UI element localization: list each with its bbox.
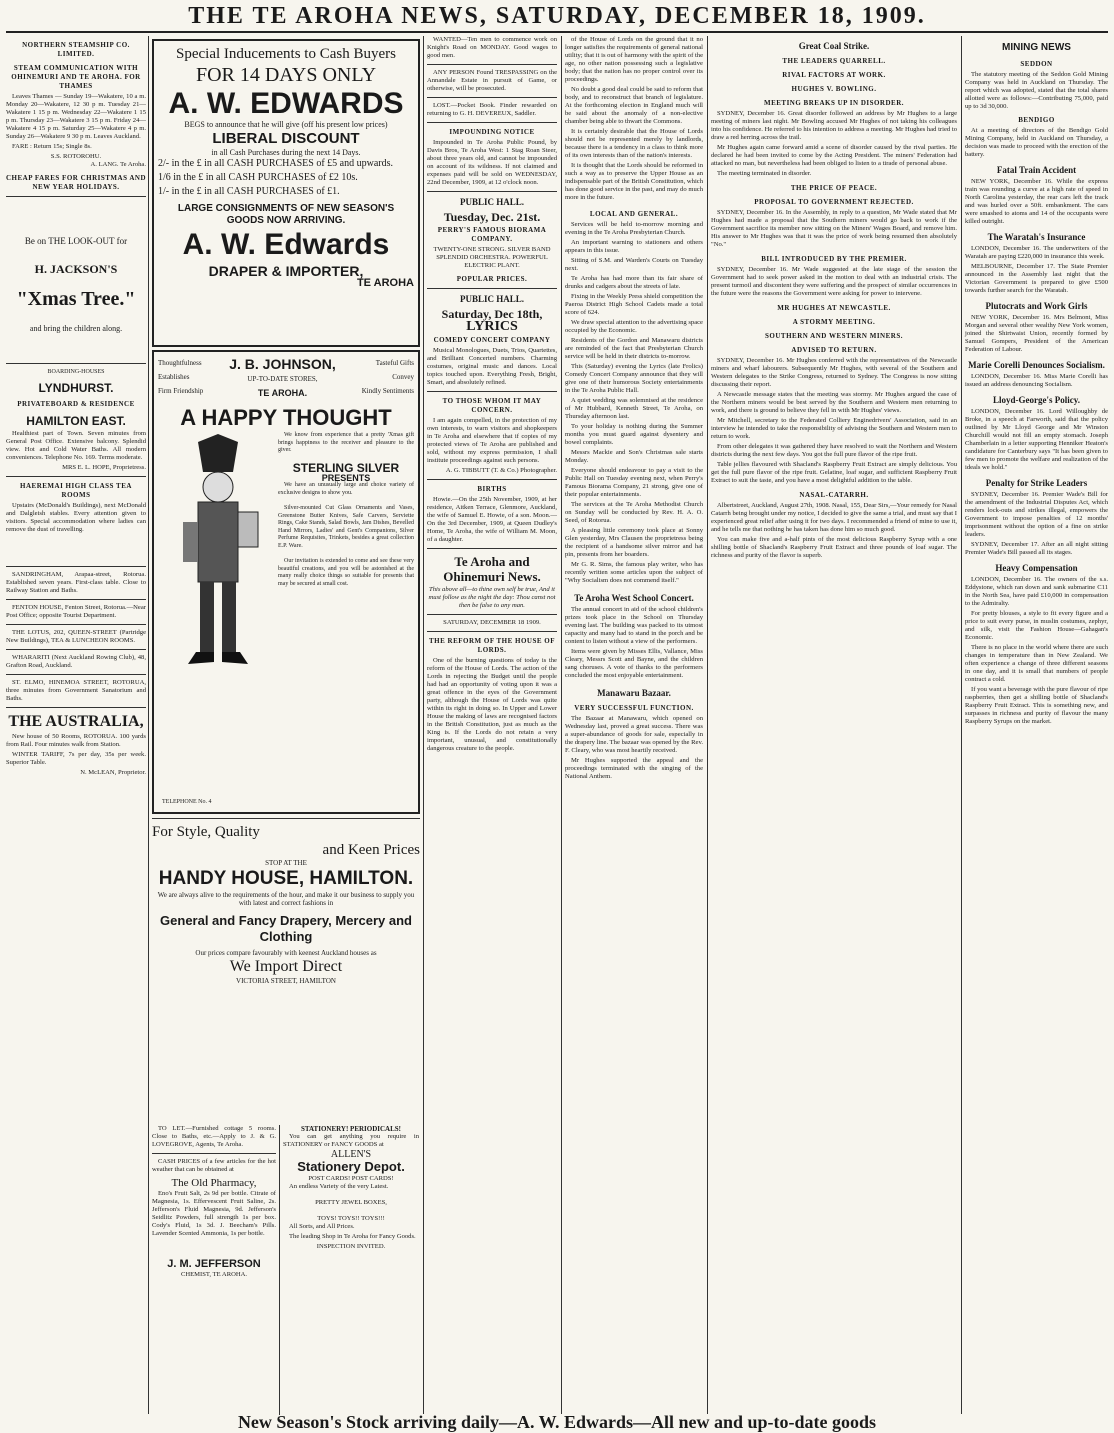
presents-label: PRESENTS [321,472,371,483]
divider [427,191,557,192]
sterling-silver: STERLING SILVER [292,460,400,475]
handy-house: HANDY HOUSE, HAMILTON. [158,868,414,889]
southern-western: SOUTHERN AND WESTERN MINERS. [765,332,903,340]
convey-label: Convey [392,373,414,381]
divider [427,391,557,392]
chemist-label: CHEMIST, TE AROHA. [180,1271,248,1278]
leaders-quarrel: THE LEADERS QUARRELL. [782,57,886,65]
manawaru-bazaar-heading: Manawaru Bazaar. [597,688,671,698]
perrys-company: PERRY'S FAMOUS BIORAMA COMPANY. [437,226,547,243]
stop-at: STOP AT THE [265,859,307,867]
advised-return: ADVISED TO RETURN. [791,346,877,354]
allens-name: ALLEN'S [330,1149,372,1160]
lyndhurst-subtitle: PRIVATEBOARD & RESIDENCE [17,400,135,408]
haeremai-heading: HAEREMAI HIGH CLASS TEA ROOMS [20,482,132,499]
happy-thought: A HAPPY THOUGHT [180,405,392,430]
divider [427,97,557,98]
bendigo-heading: BENDIGO [1018,116,1055,124]
column-rule [707,36,708,1414]
hope-name: MRS E. L. HOPE, Proprietress. [62,464,146,471]
thoughtfulness-label: Thoughtfulness [158,359,202,367]
jewel-boxes: PRETTY JEWEL BOXES, [315,1199,387,1206]
saturday-date: Saturday, Dec 18th, [441,307,543,321]
hughes-bowling: HUGHES V. BOWLING. [791,85,877,93]
xmas-sale: Messrs Mackie and Son's Christmas sale starts Monday. [565,449,703,464]
lost-notice: LOST.—Pocket Book. Finder rewarded on returning to G. H. DEVEREUX, Saddler. [427,102,557,117]
coal-strike-heading: Great Coal Strike. [798,41,870,51]
mining-news-heading: MINING NEWS [1002,42,1071,53]
stationery-heading: STATIONERY! PERIODICALS! [300,1125,402,1133]
divider [427,631,557,632]
lotus-ad: THE LOTUS, 202, QUEEN-STREET (Partridge New Buildings), TEA & LUNCHEON ROOMS. [6,629,146,644]
prices-text: Our prices compare favourably with keenest Auckland houses as [195,949,377,957]
popular-prices: POPULAR PRICES. [456,275,528,283]
divider [6,566,146,567]
meeting-breaks: MEETING BREAKS UP IN DISORDER. [763,99,905,107]
sailings-list: Leaves Thames — Sunday 19—Wakatere, 10 a m. Monday 20—Wakatere, 12 30 p m. Tuesday 21—Wakatere 1 15 p m. Wednesday 22—Wakatere 1 15 p m. Thursday 23—Wakatere 3 15 p m. Friday 24—Wakatere 4 15 p m. Saturday 25—Wakatere 4 p m. Sunday 26—Wakatere 9 30 p m. Leaves Auckland. [6,93,146,140]
splendid-orchestra: SPLENDID ORCHESTRA. POWERFUL ELECTRIC PLANT. [436,254,548,269]
public-hall-heading: PUBLIC HALL. [459,197,524,207]
silver-text: Silver-mounted Cut Glass Ornaments and Vases, Greenstone Butter Knives, Safe Carvers, Serviette Rings, Cake Stands, Salad Bowls, Jam Dishes, Bevelled Hand Mirrors, Ladies' and Gent's Companions, Silver Perfume Requisites, Trinkets, besides a great collection E.P. Ware. [278,505,414,549]
edwards-ad [152,39,420,347]
sandringham-ad: SANDRINGHAM, Arapaa-street, Rotorua. Established seven years. First-class table. Close to Railway Station and Baths. [6,571,146,594]
establishes-label: Establishes [158,373,190,381]
divider [6,599,146,600]
twentyone-strong: TWENTY-ONE STRONG. SILVER BAND [433,246,551,253]
fenton-ad: FENTON HOUSE, Fenton Street, Rotorua.—Near Post Office; opposite Tourist Department. [6,604,146,619]
boarding-heading: BOARDING-HOUSES [47,369,105,375]
agent-name: A. LANG. Te Aroha. [90,161,146,168]
divider [6,196,146,197]
rotorohu-note: S.S. ROTOROHU. [50,153,102,160]
winter-tariff: WINTER TARIFF, 7s per day, 35s per week. Superior Table. [6,751,146,766]
seddon-heading: SEDDON [1020,60,1053,68]
firm-label: Firm Friendship [158,387,204,395]
tasteful-label: Tasteful Gifts [375,359,414,367]
lyndhurst-title: LYNDHURST. [38,381,114,395]
hamilton-text: Healthiest part of Town. Seven minutes from General Post Office. Extensive balcony. Splendid view. Hot and Cold Water Baths. All modern conveniences. Telephone No. 169. Terms moderate. [6,430,146,461]
bill-introduced: BILL INTRODUCED BY THE PREMIER. [761,255,907,263]
johnson-ad: Thoughtfulness Establishes Firm Friendship J. B. JOHNSON, UP-TO-DATE STORES, TE AROHA. Tasteful Gifts Convey Kindly Sentiments A HAPPY THOUGHT We know from experience that a pretty 'Xmas gift brings happiness to the receiver and pleasure to the giver. STERLING SILVER PRESENTS We have an unusually large and choice variety of exclusive designs to show you. Silver-mounted Cut Glass Ornaments and Vases, Greenstone Butter Knives, Safe Carvers, Serviette Rings, Cake Stands, Salad Bowls, Jam Dishes, Bevelled Hand Mirrors, Ladies' and Gent's Companions, Silver Perfume Requisites, Trinkets, besides a great collection E.P. Ware. Our invitation is extended to come and see these very beautiful creations, and you will be astonished at the many really choice things so suitable for presents that may be secured at small cost. TELEPHONE No. 4 [152,350,420,814]
edwards-name: A. W. EDWARDS [168,87,404,120]
price-of-peace: THE PRICE OF PEACE. [790,184,878,192]
stelmo-ad: ST. ELMO, HINEMOA STREET, ROTORUA, three minutes from Government Sanatorium and Baths. [6,679,146,702]
telephone-label: TELEPHONE No. 4 [162,799,212,805]
divider [6,649,146,650]
heavy-compensation-heading: Heavy Compensation [995,563,1078,573]
divider [427,614,557,615]
fare-note: FARE : Return 15s; Single 8s. [12,143,92,150]
divider [152,1153,276,1154]
stationery-depot: Stationery Depot. [297,1159,405,1174]
old-pharmacy: The Old Pharmacy, [171,1177,257,1189]
cash-purchases: in all Cash Purchases during the next 14 Days. [211,148,361,157]
large-consignments: LARGE CONSIGNMENTS OF NEW SEASON'S GOODS NOW ARRIVING. [177,203,395,226]
special-inducements: Special Inducements to Cash Buyers [176,46,396,62]
draper-importer: DRAPER & IMPORTER, [208,263,364,279]
uptodate-label: UP-TO-DATE STORES, [247,375,318,383]
proposal-rejected: PROPOSAL TO GOVERNMENT REJECTED. [754,198,914,206]
discount-2: 1/6 in the £ in all CASH PURCHASES of £2 10s. [158,172,358,183]
wanted-ad: WANTED—Ten men to commence work on Knight's Road on MONDAY. Good wages to good men. [427,36,557,59]
public-hall-heading-2: PUBLIC HALL. [459,294,524,304]
impounding-heading: IMPOUNDING NOTICE [449,128,535,136]
column-rule [423,36,424,1414]
divider [427,479,557,480]
column-2c: STATIONERY! PERIODICALS! You can get anything you require in STATIONERY or FANCY GOODS at ALLEN'S Stationery Depot. POST CARDS! POST CARDS! An endless Variety of the very Latest. PRETTY JEWEL BOXES, TOYS! TOYS!! TOYS!!! All Sorts, and All Prices. The leading Shop in Te Aroha for Fancy Goods. INSPECTION INVITED. [283,1125,419,1250]
nasal-catarrh: NASAL-CATARRH. [799,491,869,499]
rival-factors: RIVAL FACTORS AT WORK. [782,71,886,79]
jefferson-name: J. M. JEFFERSON [167,1258,261,1270]
steam-communication: STEAM COMMUNICATION WITH OHINEMURI AND TE AROHA. FOR THAMES [11,64,141,90]
issue-date: SATURDAY, DECEMBER 18 1909. [443,619,541,626]
lyrics-heading: LYRICS [466,319,518,334]
column-rule [148,36,149,1414]
column-4: of the House of Lords on the ground that it no longer satisfies the requirements of general national utility; that it is out of harmony with the spirit of the age, no other nation possessing such a legislative body; that the nation has no proper control over its proceedings. No doubt a good deal could be said to reform that body, and to reconstruct that branch of legislature. At the forthcoming election in England much will be said about the anomaly of a non-elective chamber being able to thwart the Commons. It is certainly desirable that the House of Lords should not be represented merely by landlords, because there is a tendency in a class to think more of its own interests than of the nation's interests. It is thought that the Lords should be reformed in such a way as to preserve the Upper House as an indispensable part of the British Constitution, which has done good service in the past, and may do much more in the future. LOCAL AND GENERAL. Services will be held to-morrow morning and evening in the Te Aroha Presbyterian Church. An important warning to stationers and others appears in this issue. Sitting of S.M. and Warden's Courts on Tuesday next. Te Aroha has had more than its fair share of drunks and cadgers about the streets of late. Fixing in the Weekly Press shield competition the Paeroa District High School Cadets made a total score of 624. We draw special attention to the advertising space occupied by the Economic. Residents of the Gordon and Manawaru districts are reminded of the fact that Presbyterian Church service will be held in their districts to-morrow. This (Saturday) evening the Lyrics (late Frolics) Comedy Concert Company announce that they will give one of their humorous Society entertainments in the Te Aroha Public Hall. A quiet wedding was solemnised at the residence of Mr Hubbard, Kenneth Street, Te Aroha, on Thursday afternoon last. To your holiday is nothing during the Summer months you must guard against dysentery and bowel complaints. Messrs Mackie and Son's Christmas sale starts Monday. Everyone should endeavour to pay a visit to the Public Hall on Tuesday evening next, when Perry's Famous Biorama Company, 21 strong, give one of their popular entertainments. The services at the Te Aroha Methodist Church on Sunday will be conducted by Rev. H. A. O. Seed, of Rotorua. A pleasing little ceremony took place at Sonny Glen yesterday, Mrs Clausen the proprietress being the recipient of a handsome silver mirror and hat pin, presents from her boarders. Mr G. R. Sims, the famous play writer, who has recently written some articles upon the subject of "Why Socialism does not commend itself." Te Aroha West School Concert. The annual concert in aid of the school children's prizes took place in the School on Thursday evening last. The building was packed to its utmost capacity and many had to stand in the porch and be content to listen without a view of the performers. Items were given by Misses Ellis, Vallance, Miss Cleary, Messrs Scott and Bayne, and the children sang choruses. A vote of thanks to the performers concluded the most enjoyable entertainment. Manawaru Bazaar. VERY SUCCESSFUL FUNCTION. The Bazaar at Manawaru, which opened on Wednesday last, proved a great success. There was a super-abundance of goods for sale, especially in the drapery line. The bazaar was opened by the Rev. F. Cleary, who was most heartily received. Mr Hughes supported the appeal and the proceedings terminated with the singing of the National Anthem. [565,36,703,780]
jackson-name: H. JACKSON'S [34,262,118,276]
divider [427,64,557,65]
general-drapery: General and Fancy Drapery, Mercery and Clothing [160,913,412,944]
reform-heading: THE REFORM OF THE HOUSE OF LORDS. [429,637,555,654]
australia-title: THE AUSTRALIA, [8,713,144,730]
divider [152,818,420,819]
australia-text: New house of 50 Rooms, ROTORUA. 100 yards from Rail. Four minutes walk from Station. [6,733,146,748]
inspection-invited: INSPECTION INVITED. [316,1243,386,1250]
trespass-notice: ANY PERSON Found TRESPASSING on the Annandale Estate in pursuit of Game, or otherwise, will be prosecuted. [427,69,557,92]
column-2 [152,36,420,985]
column-1: NORTHERN STEAMSHIP CO. LIMITED. STEAM COMMUNICATION WITH OHINEMURI AND TE AROHA. FOR THAMES Leaves Thames — Sunday 19—Wakatere, 10 a m. Monday 20—Wakatere, 12 30 p m. Tuesday 21—Wakatere 1 15 p m. Wednesday 22—Wakatere 1 15 p m. Thursday 23—Wakatere 3 15 p m. Friday 24—Wakatere 4 15 p m. Saturday 25—Wakatere 4 p m. Sunday 26—Wakatere 9 30 p m. Leaves Auckland. FARE : Return 15s; Single 8s. S.S. ROTOROHU. A. LANG. Te Aroha. CHEAP FARES FOR CHRISTMAS AND NEW YEAR HOLIDAYS. Be on THE LOOK-OUT for H. JACKSON'S "Xmas Tree." and bring the children along. BOARDING-HOUSES LYNDHURST. PRIVATEBOARD & RESIDENCE HAMILTON EAST. Healthiest part of Town. Seven minutes from General Post Office. Extensive balcony. Splendid view. Hot and Cold Water Baths. All modern conveniences. Telephone No. 169. Terms moderate. MRS E. L. HOPE, Proprietress. HAEREMAI HIGH CLASS TEA ROOMS Upstairs (McDonald's Buildings), next McDonald and Dalgleish stables. Every attention given to visitors. Special accommodation where ladies can remove the dust of travelling. SANDRINGHAM, Arapaa-street, Rotorua. Established seven years. First-class table. Close to Railway Station and Baths. FENTON HOUSE, Fenton Street, Rotorua.—Near Post Office; opposite Tourist Department. THE LOTUS, 202, QUEEN-STREET (Partridge New Buildings), TEA & LUNCHEON ROOMS. WHARARITI (Next Auckland Rowing Club), 48, Grafton Road, Auckland. ST. ELMO, HINEMOA STREET, ROTORUA, three minutes from Government Sanatorium and Baths. THE AUSTRALIA, New house of 50 Rooms, ROTORUA. 100 yards from Rail. Four minutes walk from Station. WINTER TARIFF, 7s per day, 35s per week. Superior Table. N. McLEAN, Proprietor. [6,41,146,776]
wharariti-ad: WHARARITI (Next Auckland Rowing Club), 48, Grafton Road, Auckland. [6,654,146,669]
hughes-newcastle: MR HUGHES AT NEWCASTLE. [777,304,891,312]
import-direct: We Import Direct [229,958,343,975]
keen-prices: and Keen Prices [322,842,420,858]
divider [427,548,557,549]
leading-shop: The leading Shop in Te Aroha for Fancy Goods. [289,1233,416,1240]
divider [6,674,146,675]
style-heading: For Style, Quality [152,824,260,840]
very-successful: VERY SUCCESSFUL FUNCTION. [574,704,694,712]
motto: This above all—to thine own self be true, And it must follow as the night the day: Thou canst not then be false to any man. [428,586,556,609]
jester-illustration [158,432,278,685]
edwards-name-2: A. W. Edwards [182,228,390,261]
tibbutt-sign: A. G. TIBBUTT (T. & Co.) Photographer. [445,467,557,474]
divider [6,707,146,708]
paper-name: Te Aroha and Ohinemuri News. [443,554,541,584]
victoria-street: VICTORIA STREET, HAMILTON [236,977,336,985]
begs-text: BEGS to announce that he will give (off his present low prices) [184,120,388,129]
divider [427,288,557,289]
steamship-heading: NORTHERN STEAMSHIP CO. LIMITED. [22,41,130,58]
xmas-tree-title: "Xmas Tree." [16,288,136,310]
column-rule [279,1125,280,1415]
comedy-company: COMEDY CONCERT COMPANY [433,336,551,344]
discount-1: 2/- in the £ in all CASH PURCHASES of £5 and upwards. [158,158,393,169]
waratah-heading: The Waratah's Insurance [987,232,1086,242]
cheap-fares-heading: CHEAP FARES FOR CHRISTMAS AND NEW YEAR HOLIDAYS. [6,174,146,191]
invitation-text: Our invitation is extended to come and see these very beautiful creations, and you will be astonished at the many really choice things so suitable for presents that may be secured at small cost. [278,558,414,587]
tuesday-date: Tuesday, Dec. 21st. [443,210,541,224]
masthead-rule [6,31,1108,33]
fourteen-days: FOR 14 DAYS ONLY [195,64,377,86]
edwards-town: TE AROHA [356,277,414,289]
column-2b: TO LET.—Furnished cottage 5 rooms. Close to Baths, etc.—Apply to J. & G. LOVEGROVE, Agents, Te Aroha. CASH PRICES of a few articles for the hot weather that can be obtained at The Old Pharmacy, Eno's Fruit Salt, 2s 9d per bottle. Citrate of Magnesia, 1s. Effervescent Fruit Saline, 2s. Jefferson's Fluid Magnesia, 9d. Jefferson's Seidlitz Powders, full strength 1s per box. Cody's Fluid, 1s 3d. J. Beecham's Pills. Lavender Scented Ammonia, 1s per bottle. J. M. JEFFERSON CHEMIST, TE AROHA. [152,1125,276,1278]
those-whom: TO THOSE WHOM IT MAY CONCERN. [442,397,542,414]
kindly-label: Kindly Sentiments [361,387,414,395]
discount-3: 1/- in the £ in all CASH PURCHASES of £1. [158,186,340,197]
column-6: MINING NEWS SEDDON The statutory meeting of the Seddon Gold Mining Company was held in Auckland on Thursday. The report which was adopted, stated that the total shares allotted were as follows:—Contributing 75,000, paid up to 3d 30,000. BENDIGO At a meeting of directors of the Bendigo Gold Mining Company, held in Auckland on Thursday, a decision was made to proceed with the erection of the battery. Fatal Train Accident NEW YORK, December 16. While the express train was rounding a curve at a high rate of speed in North Carolina yesterday, the rear cars left the track and was hurled over a 50ft. embankment. The cars were smashed to atoms and 14 of the occupants were killed outright. The Waratah's Insurance LONDON, December 16. The underwriters of the Waratah are paying £220,000 in insurance this week. MELBOURNE, December 17. The State Premier announced in the Assembly last night that the Victorian Government is prepared to give £500 towards further search for the Waratah. Plutocrats and Work Girls NEW YORK, December 16. Mrs Belmont, Miss Morgan and several other wealthy New York women, joined the Shirtwaist Union, recently formed by Samuel Gompers, President of the American Federation of Labour. Marie Corelli Denounces Socialism. LONDON, December 16. Miss Marie Corelli has issued an address denouncing Socialism. Lloyd-George's Policy. LONDON, December 16. Lord Willoughby de Broke, in a speech at Farworth, said that the policy outlined by Mr Lloyd George and Mr Winston Churchill would not fill an empty stomach. Joseph Chamberlain in a letter supporting Henniker Heaton's candidature for Canterbury says "It has been given to few men to promote the welfare and realization of the ideals we hold." Penalty for Strike Leaders SYDNEY, December 16. Premier Wade's Bill for the amendment of the Industrial Disputes Act, which renders lock-outs and strikes illegal, empowers the Government to impose penalties of 12 months' imprisonment without the option of a fine on strike leaders. SYDNEY, December 17. After an all night sitting Premier Wade's Bill passed all its stages. Heavy Compensation LONDON, December 16. The owners of the s.s. Eddystone, which ran down and sank submarine C11 in the North Sea, have paid £10,000 in compensation to the Admiralty. For pretty blouses, a style to fit every figure and a price to suit every purse, in muslin costumes, zephyr, and silk, visit the Fashion House—Gahagan's Economic. There is no place in the world where there are such changes in temperature than in New Zealand. We often experience a change of three different seasons in one day, and it is small that numbers of people contract a cold. If you want a beverage with the pure flavour of ripe raspberries, then get a shilling bottle of Shacland's Raspberry Fruit Extract. This is something new, and surpasses in richness and purity of flavour the many Raspberry Syrups on the market. [965,42,1108,725]
mclean-name: N. McLEAN, Proprietor. [80,769,146,776]
masthead-title: THE TE AROHA NEWS, SATURDAY, DECEMBER 18, 1909. [188,3,926,29]
children-text: and bring the children along. [29,324,123,333]
to-let-ad: TO LET.—Furnished cottage 5 rooms. Close to Baths, etc.—Apply to J. & G. LOVEGROVE, Agents, Te Aroha. [152,1125,276,1148]
divider [6,476,146,477]
penalty-heading: Penalty for Strike Leaders [985,478,1088,488]
liberal-discount: LIBERAL DISCOUNT [212,130,360,147]
lloyd-heading: Lloyd-George's Policy. [993,395,1080,405]
plutocrats-heading: Plutocrats and Work Girls [985,301,1088,311]
footer-banner: New Season's Stock arriving daily—A. W. Edwards—All new and up-to-date goods [237,1412,877,1432]
lookout-text: Be on THE LOOK-OUT for [24,236,128,246]
cash-prices: CASH PRICES of a few articles for the hot weather that can be obtained at [152,1158,276,1173]
school-concert-heading: Te Aroha West School Concert. [574,593,694,603]
fatal-train-heading: Fatal Train Accident [996,165,1077,175]
divider [427,122,557,123]
column-3: WANTED—Ten men to commence work on Knight's Road on MONDAY. Good wages to good men. ANY PERSON Found TRESPASSING on the Annandale Estate in pursuit of Game, or otherwise, will be prosecuted. LOST.—Pocket Book. Finder rewarded on returning to G. H. DEVEREUX, Saddler. IMPOUNDING NOTICE Impounded in Te Aroha Public Pound, by Davis Bros, Te Aroha West: 1 Stag Roan Steer, about three years old, and cannot be impounded on account of its wildness. If not claimed and expenses paid will be sold on WEDNESDAY, 22nd December, 1909, at 12 o'clock noon. PUBLIC HALL. Tuesday, Dec. 21st. PERRY'S FAMOUS BIORAMA COMPANY. TWENTY-ONE STRONG. SILVER BAND SPLENDID ORCHESTRA. POWERFUL ELECTRIC PLANT. POPULAR PRICES. PUBLIC HALL. Saturday, Dec 18th, LYRICS COMEDY CONCERT COMPANY Musical Monologues, Duets, Trios, Quartettes, and Brilliant Concerted numbers. Charming costumes, original music and dances. Local topics touched upon. Everything Fresh, Bright, Smart, and absolutely refined. TO THOSE WHOM IT MAY CONCERN. I am again compelled, in the protection of my own interests, to warn visitors and shopkeepers in Te Aroha and elsewhere that if copies of my protected views of Te Aroha are published and sold, without my express permission, I shall institute proceedings against such persons. A. G. TIBBUTT (T. & Co.) Photographer. BIRTHS Howie.—On the 25th November, 1909, at her residence, Aitken Terrace, Glenmore, Auckland, the wife of Samuel E. Howie, of a son. Moon.—On the 3rd December, 1909, at Queen Dudley's Home, Te Aroha, the wife of William M. Moon, of a daughter. Te Aroha and Ohinemuri News. This above all—to thine own self be true, And it must follow as the night the day: Thou canst not then be false to any man. SATURDAY, DECEMBER 18 1909. THE REFORM OF THE HOUSE OF LORDS. One of the burning questions of today is the reform of the House of Lords. The action of the Lords in rejecting the Budget until the people had had an opportunity of voting upon it was a great offence in the eyes of the Government party, although the House of Lords was quite within its right in doing so. In Upper and Lower House the making of laws are recognised factors in the British Constitution, just as much as the King is. If the Lords do not retain a very important, unusual, and constitutionally dangerous creature to the people. [427,36,557,752]
births-heading: BIRTHS [477,485,507,493]
column-5: Great Coal Strike. THE LEADERS QUARRELL. RIVAL FACTORS AT WORK. HUGHES V. BOWLING. MEETING BREAKS UP IN DISORDER. SYDNEY, December 16. Great disorder followed an address by Mr Hughes to a large meeting of miners last night. Mr Bowling accused Mr Hughes of not taking his colleagues into his confidence. He referred to his intention to address a meeting. Mr Hughes had tried to draw a red herring across the trail. Mr Hughes again came forward amid a scene of disorder caused by the rival parties. He declared he had been invited to come by the Acting President. The miners' Federation had attacked no man, but nevertheless had been obliged to listen to a tirade of personal abuse. The meeting terminated in disorder. THE PRICE OF PEACE. PROPOSAL TO GOVERNMENT REJECTED. SYDNEY, December 16. In the Assembly, in reply to a question, Mr Wade stated that Mr Hughes had made a proposal that the Southern miners would go back to work if the Government sacrifice its member now sitting on the Miners' Wages Board, and remove him. His answer to Mr Hughes was that it was the price of work being resumed then absolutely "No." BILL INTRODUCED BY THE PREMIER. SYDNEY, December 16. Mr Wade suggested at the late stage of the session the Government had to seek power asked in the motion to deal with an industrial crisis. The present turmoil and discontent they were suffering and the prospect of similar occurrences in the future were the reasons the Government were asking for power to intervene. MR HUGHES AT NEWCASTLE. A STORMY MEETING. SOUTHERN AND WESTERN MINERS. ADVISED TO RETURN. SYDNEY, December 16. Mr Hughes conferred with the representatives of the Newcastle miners and wharf labourers. Subsequently Mr Hughes, with several of the Southern and Western delegates to the Strike Congress, returned to Sydney. The Congress is now sitting discussing their report. A Newcastle message states that the meeting was stormy. Mr Hughes argued the case of the Northern miners would be best served by the Southern and Western men returning to work, and there is ground to believe they fell in with Mr Hughes' views. Mr Mitchell, secretary to the Federated Colliery Enginedrivers' Association, said in an interview he intended to take the responsibility of advising the Southern and Western men to return to work. From other delegates it was gathered they have resolved to wait the Northern and Western districts during the next few days. You got the full pure flavor of the ripe fruit. Table jellies flavoured with Shacland's Raspberry Fruit Extract are simply delicious. You get the full pure flavor of the ripe fruit. Gelatine, loaf sugar, and sufficient Raspberry Fruit Extract to suit the taste, and you have a most delightful addition to the table. NASAL-CATARRH. Albertstreet, Auckland, August 27th, 1908. Nasal, 155, Dear Sirs,—Your remedy for Nasal Catarrh being brought under my notice, I decided to give the same a trial, and must say that I experienced great relief after using it for two days. I recommended a friend of mine to use it, and he tells me that nothing he has taken has done him so much good. You can make five and a-half pints of the most delicious Raspberry Syrup with a one shilling bottle of Shacland's Raspberry Fruit Extract and three pounds of loaf sugar. The richness and purity of the flavor is superb. [711,41,957,559]
divider [6,624,146,625]
johnson-town: TE AROHA. [257,388,308,398]
hamilton-east-title: HAMILTON EAST. [26,414,126,428]
column-rule [961,36,962,1414]
toys-heading: TOYS! TOYS!! TOYS!!! [317,1215,385,1222]
post-cards: POST CARDS! POST CARDS! [308,1175,394,1182]
stormy-meeting: A STORMY MEETING. [792,318,876,326]
always-text: We are always alive to the requirements of the hour, and make it our business to supply you with latest and correct fashions in [157,891,415,907]
johnson-name: J. B. JOHNSON, [229,356,336,372]
local-general-heading: LOCAL AND GENERAL. [589,210,679,218]
divider [6,363,146,364]
corelli-heading: Marie Corelli Denounces Socialism. [968,360,1105,370]
column-rule [561,36,562,1414]
